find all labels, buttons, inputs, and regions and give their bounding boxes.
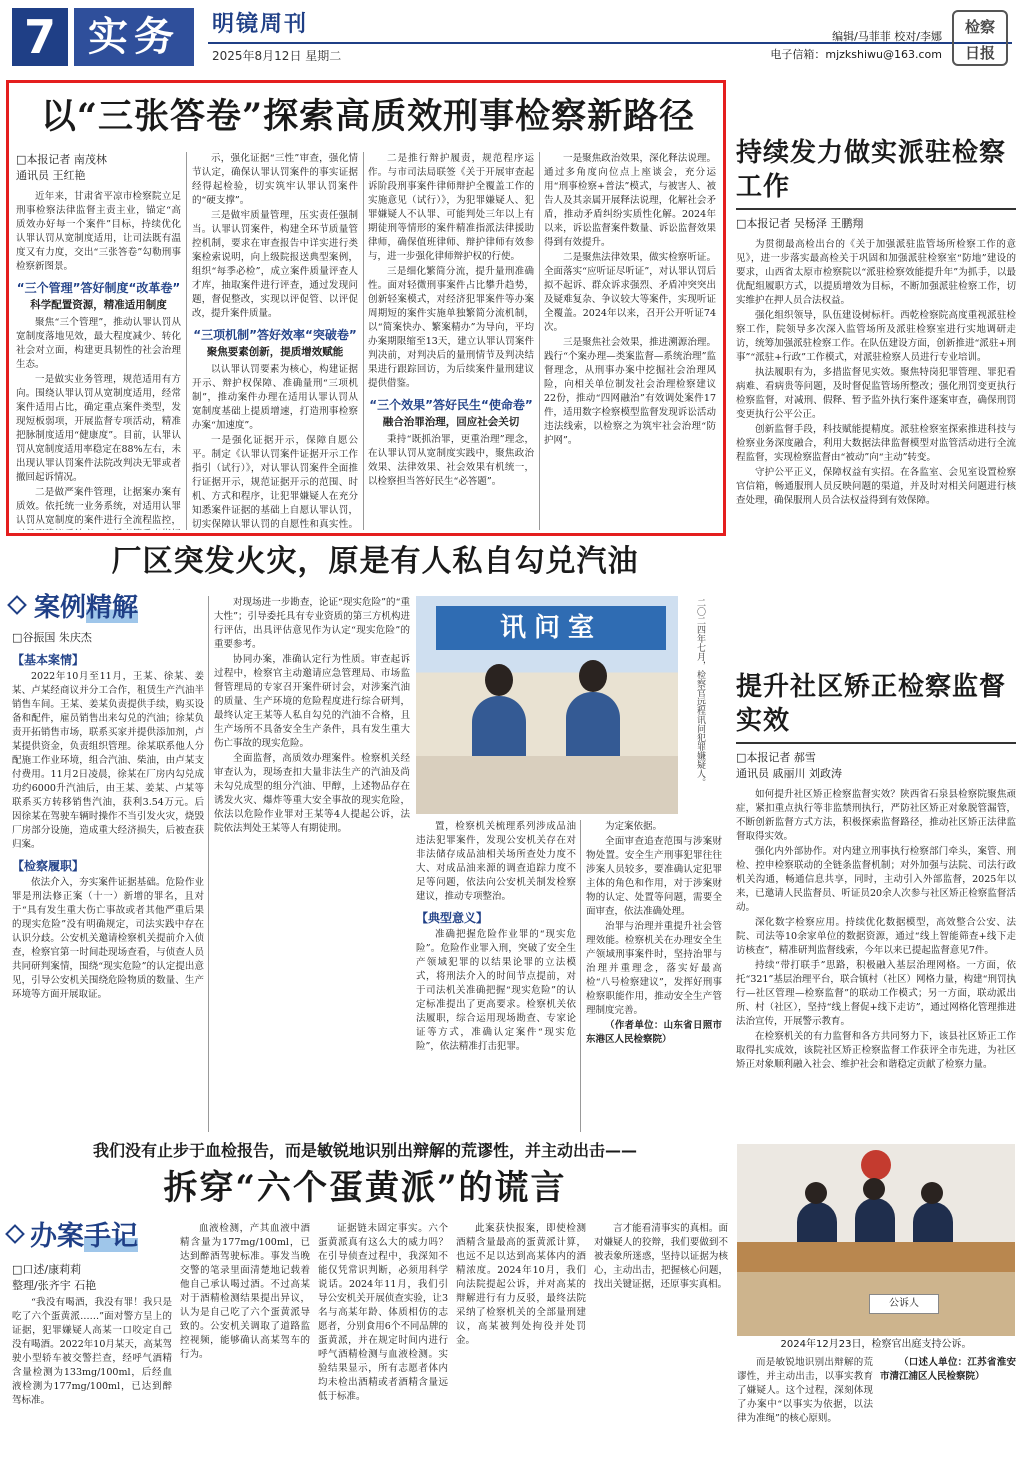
- column-divider: [363, 152, 364, 530]
- bottom-byline: □口述/康莉莉 整理/张齐宇 石艳: [12, 1263, 97, 1292]
- editors-line: 编辑/马菲菲 校对/李娜: [832, 30, 942, 43]
- judge-figure: [855, 1198, 895, 1246]
- column-divider: [208, 596, 209, 1132]
- lead-column-4: 一是聚焦政治效果，深化释法说理。通过多角度向位点上座谈会，充分运用“刑事检察+普法”模式，与被害人、被告人及其亲属开展释法说理，化解社会矛盾，推动矛盾纠纷实质性化解。2024年以来，诉讼监督案件数量、诉讼监督效果得到有效提升。 二是聚焦法律效果，做实检察听证。全面落实“应听证尽听证”，对认罪认罚后拟不起诉、群众诉求强烈、矛盾冲突突出及疑难复杂、争议较大等案件，实现听证全覆盖。2024年以来，召开公开听证74次。 三是聚焦社会效果，推进溯源治理。践行“个案办理—类案监督—系统治理”监督理念，从刑事办案中挖掘社会治理风险，向相关单位制发社会治理检察建议22份，推动“四网融治”有效调处案件17件，适用数字检察模型监督发现诉讼活动违法线索，以检察之为筑牢社会治理“防护网”。: [544, 153, 716, 446]
- bottom-column-6: 而是敏锐地识别出辩解的荒谬性，并主动出击，以事实教育了嫌疑人。这个过程，深刻体现了办案中“以事实为依据，以法律为准绳”的核心原则。: [737, 1357, 873, 1424]
- right-article-1-title: 持续发力做实派驻检察工作: [736, 138, 1007, 202]
- lead-column-3: 二是推行辩护履责，规范程序运作。与市司法局联签《关于开展审查起诉阶段刑事案件律师辩护全覆盖工作的实施意见（试行）》，为犯罪嫌疑人、犯罪嫌疑人不认罪、可能判处三年以上有期徒刑等情形的案件精准指派法律援助律师，确保值班律师、辩护律师有效参与，进一步强化律师辩护权的行使。 三是细化繁简分流，提升量刑准确性。面对轻微刑事案件占比攀升趋势，创新轻案模式，对经济犯罪案件等办案周期短的案件实施单独繁简分流机制，以“简案快办、繁案精办”为导向，平均办案期限缩至13天，建立认罪认罚案件判决前，对判决后的量刑情节及判决结果进行跟踪回访，为后续案件量刑建议提供借鉴。 “三个效果”答好民生“使命卷” 融合治罪治理，回应社会关切 秉持“既抓治罪，更重治理”理念，在认罪认罚从宽制度实践中，聚焦政治效果、法律效果、社会效果有机统一，以检察担当答好民生“必答题”。: [368, 153, 534, 487]
- lead-subhead-3b: 融合治罪治理，回应社会关切: [382, 416, 520, 428]
- right-article-1: 持续发力做实派驻检察工作 □本报记者 吴杨泽 王鹏翔 为贯彻最高检出台的《关于加强派驻监管场所检察工作的意见》，进一步落实最高检关于巩固和加强派驻检察室“防地”建设的要求，山西省太原市检察院以“派驻检察效能提升年”为抓手，以最优配组履职方式，以提质增效为目标，不断加强派驻检察工作，切实维护在押人员合法权益。 强化组织领导，队伍建设树标杆。西乾检察院高度重视派驻检察工作，院领导多次深入监管场所及派驻检察室进行实地调研走访，统筹加强派驻检察工作。在队伍建设方面，创新推进“派驻+刑事”“派驻+行政”工作模式，对派驻检察人员进行专业培训。 执法履职有为，多措监督见实效。聚焦特岗犯罪管理、罪犯看病难、看病贵等问题，及时督促监管场所整改；强化刑罚变更执行检察监督，对减刑、假释、暂予监外执行案件逐案审查，确保刑罚变更执行公平公正。 创新监督手段，科技赋能提精度。派驻检察室探索推进科技与检察业务深度融合，利用大数据法律监督模型对监管活动进行全流程监督，实现检察监督由“被动”向“主动”转变。 守护公平正义，保障权益有实招。在各监室、会见室设置检察官信箱，畅通服刑人员反映问题的渠道，并及时对相关问题进行核查处理，确保服刑人员合法权益得到有效保障。: [736, 138, 1016, 506]
- photo-banner-text: 讯问室: [436, 606, 666, 650]
- interrogation-photo-caption: 二〇二四年七月，检察官远程讯问犯罪嫌疑人。: [695, 598, 705, 787]
- case-column-2: 对现场进一步勘查，论证“现实危险”的“重大性”；引导委托具有专业资质的第三方机构进行评估，出具评估意见作为认定“现实危险”的重要参考。 协同办案，准确认定行为性质。审查起诉过程中，检察官主动邀请应急管理局、市场监督管理局的专家召开案件研讨会，对涉案汽油的质量、生产环境的危险程度进行综合研判，最终认定王某等人私自勾兑的汽油不合格，且生产场所不具备安全生产条件，具有发生重大伤亡事故的现实危险。 全面监督，高质效办理案件。检察机关经审查认为，现场查扣大量非法生产的汽油及尚未勾兑成型的组分汽油、甲醇，上述物品存在诱发火灾、爆炸等重大安全事故的现实危险，依法以危险作业罪对王某等4人提起公诉，法院依法判处王某等人有期徒刑。: [214, 597, 410, 834]
- bottom-article-title: 拆穿“六个蛋黄派”的谎言: [163, 1168, 567, 1208]
- diamond-icon: [7, 595, 27, 615]
- desk: [416, 756, 678, 814]
- bottom-author-note: （口述人单位：江苏省淮安市清江浦区人民检察院）: [880, 1357, 1016, 1382]
- case-column-4: 为定案依据。 全面审查追查范围与涉案财物处置。安全生产刑事犯罪往往涉案人员较多，要准确认定犯罪主体的角色和作用，对于涉案财物的认定、处置等问题，需要全面审查，依法准确处理。 治罪与治理并重提升社会管理效能。检察机关在办理安全生产领域刑事案件时，坚持治罪与治理并重理念，落实好最高检“八号检察建议”，发挥好刑事检察职能作用，推动安全生产管理制度完善。 （作者单位：山东省日照市东港区人民检察院）: [586, 821, 722, 1045]
- title-rule: [736, 742, 1016, 744]
- notes-column-tag: 办案手记: [8, 1220, 208, 1254]
- case-court-head: 【检察履职】: [12, 859, 85, 873]
- email-line: 电子信箱：mjzkshiwu@163.com: [770, 48, 942, 61]
- lead-subhead-2b: 聚焦要素创新，提质增效赋能: [206, 346, 344, 358]
- judge-bench: [737, 1242, 1015, 1272]
- case-basic-head: 【基本案情】: [12, 653, 85, 667]
- right-article-2: 提升社区矫正检察监督实效 □本报记者 郝雪 通讯员 戚丽川 刘政涛 如何提升社区矫正检察监督实效？陕西省石泉县检察院聚焦顽症，紧扣重点执行等非监禁刑执行，严防社区矫正对象脱管漏管，不断创新监督方式方法，积极探索监督路径，推动社区矫正法律监督取得实效。 强化内外部协作。对内建立刑事执行检察部门牵头，案管、刑检、控申检察联动的全链条监督机制；对外加强与法院、司法行政机关沟通，畅通信息共享，同时，主动引入外部监督，2025年以来，已邀请人民监督员、听证员20余人次参与社区矫正检察监督活动。 深化数字检察应用。持续优化数据模型，高效整合公安、法院、司法等10余家单位的数据资源，通过“线上智能筛查+线下走访核查”，精准研判监督线索，今年以来已提起监督意见7件。 持续“带打联手”思路，积极融入基层治理网格。一方面，依托“321”基层治理平台，联合镇村（社区）网格力量，构建“刑罚执行—社区管理—检察监督”的联动工作模式；另一方面，联动派出所、村（社区），坚持“线上督促+线下走访”，通过网格化管理推进法治宣传，开展警示教育。 在检察机关的有力监督和各方共同努力下，该县社区矫正工作取得扎实成效，该院社区矫正检察监督工作获评全市先进，为社区矫正对象顺利融入社会、维护社会和谐稳定贡献了检察力量。: [736, 672, 1016, 1070]
- lead-subhead-2: “三项机制”答好效率“突破卷”: [193, 328, 357, 342]
- column-divider: [539, 152, 540, 530]
- right-article-2-byline: □本报记者 郝雪 通讯员 戚丽川 刘政涛: [736, 751, 842, 780]
- lead-intro: 近年来，甘肃省平凉市检察院立足刑事检察法律监督主责主业，锚定“高质效办好每一个案件”目标，持续优化认罪认罚从宽制度适用，让司法既有温度又有力度，交出“三张答卷”勾勒刑事检察新图景。: [16, 191, 181, 272]
- bottom-column-2: 血液检测，产其血液中酒精含量为177mg/100ml，已达到醉酒驾驶标准。事发当晚交警的笔录里面清楚地记载着他自己承认喝过酒。不过高某对于酒精检测结果提出异议，认为是自己吃了六个蛋黄派导致的。公安机关调取了道路监控视频，能够确认高某驾车的行为。: [180, 1223, 310, 1360]
- case-column-1: □谷振国 朱庆杰 【基本案情】 2022年10月至11月，王某、徐某、姜某、卢某经商议并分工合作，租赁生产汽油半销售车间。王某、姜某负责提供手续，购买设备和配件，雇员销售出来勾兑的汽油；徐某负责开拓销售市场，联系买家并提供添加剂，卢某提供资金，负责组织管理。徐某联系他人分配施工作业环境，组合汽油、柴油，由卢某支付费用。11月2日凌晨，徐某在厂房内勾兑成功约6000升汽油后，由王某、姜某、卢某等联系买方转移销售汽油，获利3.54万元。后因徐某在驾驶车辆时操作不当引发火灾，烧毁厂房部分设施，造成重大经济损失，后被查获归案。 【检察履职】 依法介入，夯实案件证据基础。危险作业罪是刑法修正案（十一）新增的罪名，且对于“具有发生重大伤亡事故或者其他严重后果的现实危险”没有明确规定，司法实践中存在认识分歧。公安机关邀请检察机关提前介入侦查，检察官第一时间赴现场查看，与侦查人员共同研判案情，围绕“现实危险”的认定提出意见，引导公安机关围绕危险物质的数量、生产环境等方面开展取证。: [12, 631, 204, 1000]
- court-emblem-icon: [861, 1150, 891, 1180]
- lead-subhead-1: “三个管理”答好制度“改革卷”: [16, 281, 181, 295]
- bottom-column-1: □口述/康莉莉 整理/张齐宇 石艳 “我没有喝酒，我没有罪！我只是吃了六个蛋黄派……”面对警方呈上的证据，犯罪嫌疑人高某一口咬定自己没有喝酒。2022年10月某天，高某驾驶小型轿车被交警拦查，经呼气酒精含量检测为133mg/100ml，后经血液检测为177mg/100ml，已达到醉驾标准。: [12, 1263, 172, 1406]
- bottom-kicker: 我们没有止步于血检报告，而是敏锐地识别出辩解的荒谬性，并主动出击——: [92, 1141, 637, 1160]
- lead-byline: □本报记者 南茂林 通讯员 王红艳: [16, 153, 107, 182]
- right-article-1-byline: □本报记者 吴杨泽 王鹏翔: [736, 217, 864, 230]
- masthead: [12, 6, 1012, 72]
- bottom-column-7: [880, 1356, 1016, 1468]
- courtroom-photo-caption: 2024年12月23日，检察官出庭支持公诉。: [780, 1339, 972, 1350]
- interrogation-room-photo: [416, 596, 678, 814]
- courtroom-photo: [737, 1144, 1015, 1336]
- bottom-column-5: 言才能看清事实的真相。面对嫌疑人的狡辩，我们要做到不被表象所迷惑，坚持以证据为核心，主动出击，把握核心问题，找出关键证据，还原事实真相。: [594, 1223, 728, 1290]
- title-rule: [736, 208, 1016, 210]
- column-divider: [186, 152, 187, 530]
- lead-article-title: 以“三张答卷”探索高质效刑事检察新路径: [40, 96, 696, 137]
- case-significance-head: 【典型意义】: [416, 911, 489, 925]
- page-number: 7: [12, 8, 68, 66]
- lead-column-2: 示，强化证据“三性”审查，强化情节认定，确保认罪认罚案件的事实证据经得起检验，切实筑牢认罪认罚案件的“硬支撑”。 三是做牢质量管理，压实责任强制当。认罪认罚案件，构建全环节质量管控机制，要求在审查报告中详实进行类案检索说明，向上级院报送典型案例，组织“每季必检”，成立案件质量评查人才库，抽取案件进行评查，通过发现问题，督促整改，实现以评促管、以评促改，提升案件质量。 “三项机制”答好效率“突破卷” 聚焦要素创新，提质增效赋能 以认罪认罚要素为核心，构建证据开示、辩护权保障、准确量刑“三项机制”，推动案件办理在适用认罪认罚从宽制度基础上提质增速，打造刑事检察办案“加速度”。 一是强化证据开示，保障自愿公平。制定《认罪认罚案件证据开示工作指引（试行）》，对认罪认罚案件全面推行证据开示，规范证据开示的范围、时机、方式和程序，让犯罪嫌疑人在充分知悉案件证据的基础上自愿认罪认罚，切实保障认罪认罚的自愿性和真实性。: [192, 153, 358, 530]
- case-byline: □谷振国 朱庆杰: [12, 631, 92, 644]
- lead-column-1: □本报记者 南茂林 通讯员 王红艳 近年来，甘肃省平凉市检察院立足刑事检察法律监督主责主业，锚定“高质效办好每一个案件”目标，持续优化认罪认罚从宽制度适用，让司法既有温度又有力度，交出“三张答卷”勾勒刑事检察新图景。 “三个管理”答好制度“改革卷” 科学配置资源，精准适用制度 聚焦“三个管理”，推动认罪认罚从宽制度落地见效，最大程度减少、转化社会对立面，构建更具韧性的社会治理生态。 一是做实业务管理，规范适用有方向。围绕认罪认罚从宽制度适用，经常案件适用占比，确定重点案件类型，发现短板弱项，开展监督专项活动，精准把脉制度适用“健康度”。目前，认罪认罚从宽制度适用率稳定在88%左右，未出现认罪认罚案件法院改判决无罪或者撤回起诉情况。 二是做严案件管理，让据案办案有质效。依托统一业务系统，对适用认罪认罚从宽制度的案件进行全流程监控，: [16, 153, 181, 526]
- issue-date: 2025年8月12日 星期二: [212, 49, 342, 63]
- case-author-note: （作者单位：山东省日照市东港区人民检察院）: [586, 1020, 722, 1045]
- case-article-title: 厂区突发火灾，原是有人私自勾兑汽油: [111, 544, 639, 579]
- bottom-column-3: 证据链未固定事实。六个蛋黄派真有这么大的威力吗？在引导侦查过程中，我深知不能仅凭常识判断，必须用科学说话。2024年11月，我们引导公安机关开展侦查实验，让3名与高某年龄、体质相仿的志愿者，分别食用6个不同品牌的蛋黄派，并在规定时间内进行呼气酒精检测与血液检测。实验结果显示，所有志愿者体内均未检出酒精或者酒精含量远低于标准。: [318, 1223, 448, 1402]
- newspaper-seal-logo: 检察 日报: [952, 10, 1008, 66]
- paper-name: 明镜周刊: [212, 12, 309, 37]
- judge-figure: [797, 1202, 837, 1246]
- bottom-column-4: 此案获快报案，即使检测酒精含量最高的蛋黄派计算，也远不足以达到高某体内的酒精浓度。2024年10月，我们向法院提起公诉，并对高某的辩解进行有力反驳，最终法院采纳了检察机关的全部量刑建议，高某被判处拘役并处罚金。: [456, 1223, 586, 1346]
- judge-figure: [913, 1202, 953, 1246]
- section-name: 实务: [74, 8, 194, 66]
- lead-subhead-1b: 科学配置资源，精准适用制度: [30, 299, 167, 311]
- column-divider: [580, 820, 581, 1132]
- diamond-icon: [5, 1224, 25, 1244]
- case-column-3: 置，检察机关梳理系列涉成品油违法犯罪案件，发现公安机关存在对非法储存成品油相关场所查处力度不大、对成品油来源的调查追踪力度不足等问题，依法向公安机关制发检察建议，推动专项整治。 【典型意义】 准确把握危险作业罪的“现实危险”。危险作业罪入刑，突破了安全生产领域犯罪的以结果论罪的立法模式，将刑法介入的时间节点提前，对于司法机关准确把握“现实危险”的认定标准提出了更高要求。检察机关依法履职，综合运用现场勘查、专家论证等方式，准确认定案件“现实危险”，依法精准打击犯罪。: [416, 821, 576, 1052]
- right-article-2-title: 提升社区矫正检察监督实效: [736, 672, 1007, 736]
- prosecutor-sign: 公诉人: [869, 1294, 939, 1314]
- case-column-tag: 案例精解: [10, 593, 206, 623]
- lead-subhead-3: “三个效果”答好民生“使命卷”: [369, 398, 533, 412]
